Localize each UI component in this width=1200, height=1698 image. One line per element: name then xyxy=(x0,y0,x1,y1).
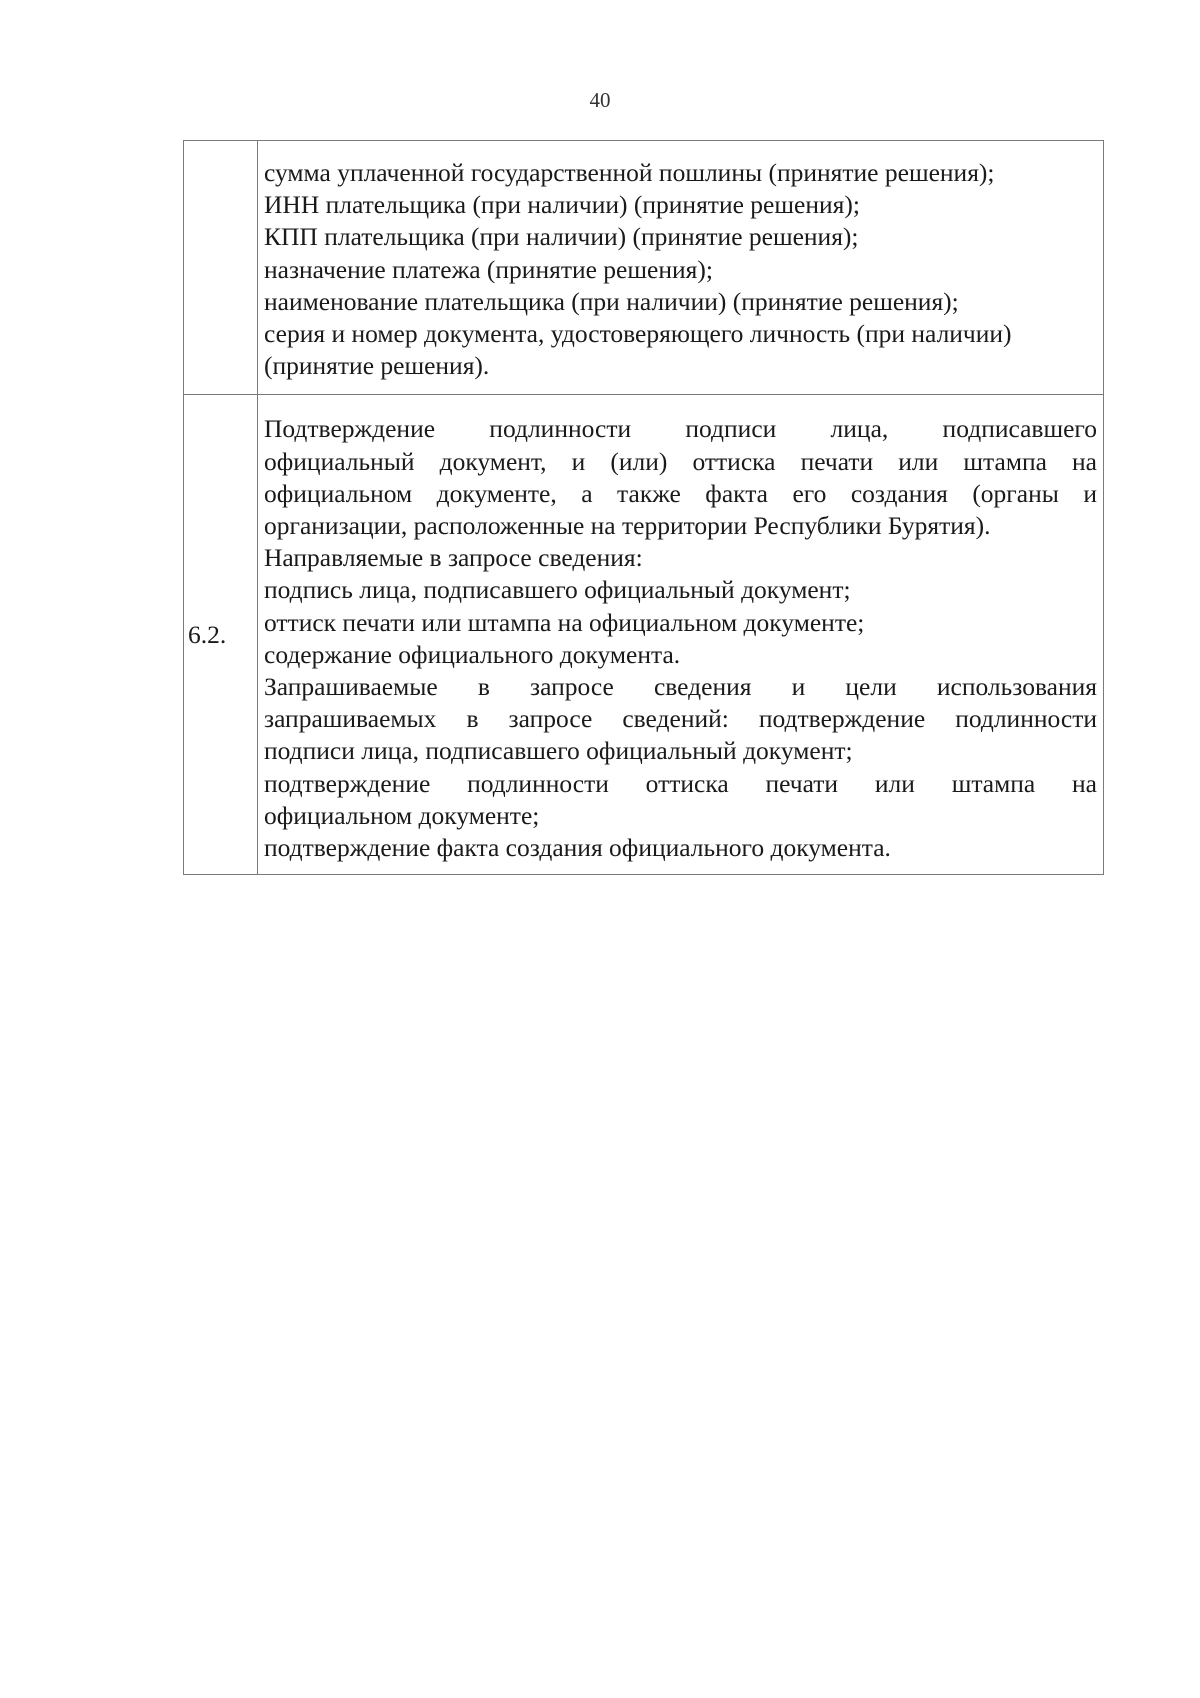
text-line: содержание официального документа. xyxy=(264,639,681,669)
row-number-cell xyxy=(184,141,258,395)
text-line: ИНН плательщика (при наличии) (принятие решения); xyxy=(264,190,860,220)
text-line: сумма уплаченной государственной пошлины (принятие решения); xyxy=(264,158,995,187)
text-line: подпись лица, подписавшего официальный документ; xyxy=(264,575,851,605)
document-table xyxy=(183,140,1104,875)
text-line: Подтверждение подлинности подписи лица, подписавшего xyxy=(264,414,1097,444)
text-line: официальном документе, а также факта его создания (органы и xyxy=(264,478,1097,508)
row-content-cell xyxy=(258,395,1104,875)
text-line: подтверждение подлинности оттиска печати или штампа на xyxy=(264,768,1097,798)
text-line: подписи лица, подписавшего официальный документ; xyxy=(264,736,853,766)
text-line: подтверждение факта создания официального документа. xyxy=(264,833,891,863)
text-line: наименование плательщика (при наличии) (принятие решения); xyxy=(264,286,959,316)
text-line: официальном документе; xyxy=(264,800,540,830)
text-line: организации, расположенные на территории Республики Бурятия). xyxy=(264,511,991,541)
text-line: Запрашиваемые в запросе сведения и цели использования xyxy=(264,672,1097,702)
text-line: назначение платежа (принятие решения); xyxy=(264,254,713,284)
row-content-cell xyxy=(258,141,1104,395)
text-line: (принятие решения). xyxy=(264,351,490,381)
text-line: запрашиваемых в запросе сведений: подтверждение подлинности xyxy=(264,704,1097,734)
table-row xyxy=(184,395,1104,875)
row-number-cell: 6.2. xyxy=(184,395,258,875)
text-line: оттиск печати или штампа на официальном документе; xyxy=(264,607,865,637)
text-line: серия и номер документа, удостоверяющего личность (при наличии) xyxy=(264,319,1012,349)
text-line: официальный документ, и (или) оттиска печати или штампа на xyxy=(264,446,1097,476)
text-line: Направляемые в запросе сведения: xyxy=(264,543,643,573)
table-row xyxy=(184,141,1104,395)
text-line: КПП плательщика (при наличии) (принятие решения); xyxy=(264,222,859,252)
page-number: 40 xyxy=(589,88,611,112)
